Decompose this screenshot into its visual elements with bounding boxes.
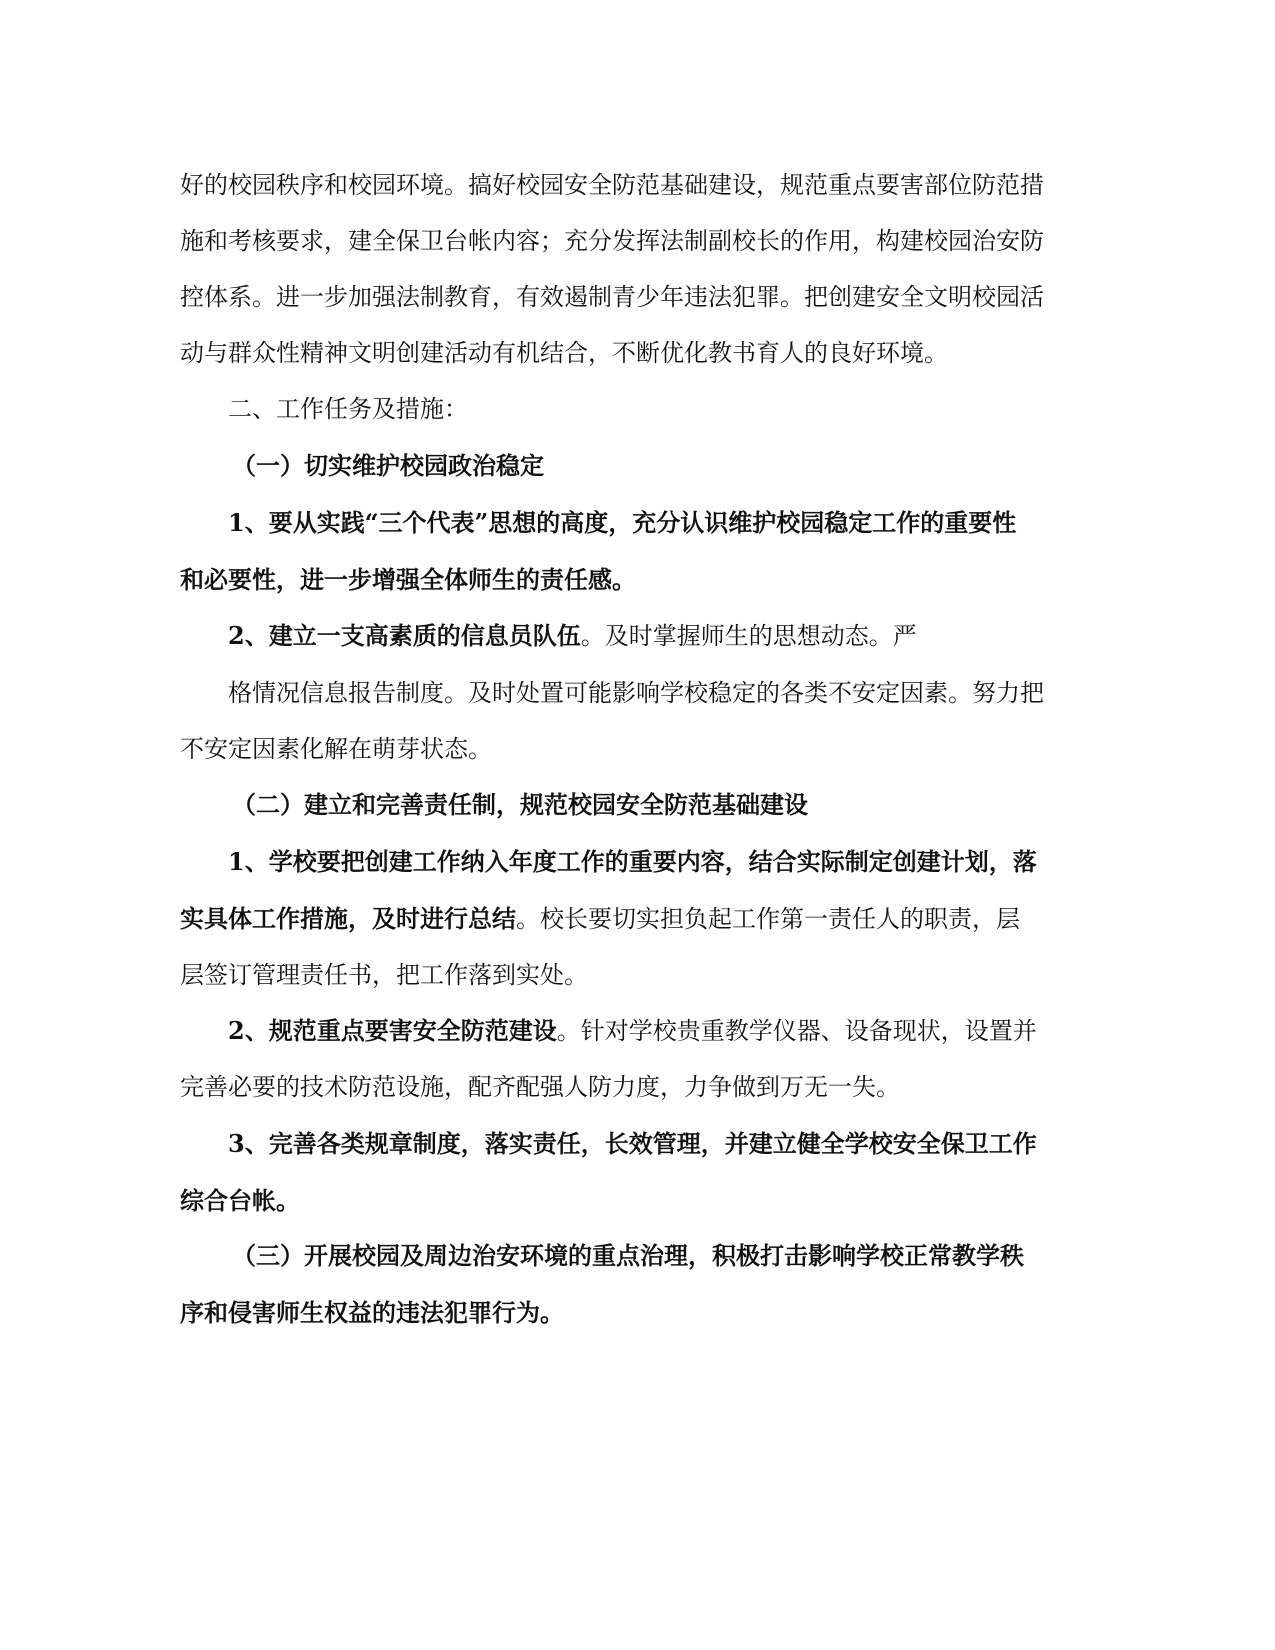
item-lead-rest: 。针对学校贵重教学仪器、设备现状，设置并 [556, 1017, 1037, 1045]
body-text-line: 施和考核要求，建全保卫台帐内容；充分发挥法制副校长的作用，构建校园治安防 [180, 227, 1044, 255]
mixed-item-line [180, 904, 1020, 934]
bold-item-line: 1、学校要把创建工作纳入年度工作的重要内容，结合实际制定创建计划，落 [228, 847, 1037, 876]
mixed-item-line [228, 621, 917, 651]
item-lead-bold: 实具体工作措施，及时进行总结 [180, 904, 516, 933]
body-text-line: 完善必要的技术防范设施，配齐配强人防力度，力争做到万无一失。 [180, 1073, 900, 1101]
body-text-line: 控体系。进一步加强法制教育，有效遏制青少年违法犯罪。把创建安全文明校园活 [180, 283, 1044, 311]
section-heading: 二、工作任务及措施： [228, 395, 468, 423]
body-text-line: 好的校园秩序和校园环境。搞好校园安全防范基础建设，规范重点要害部位防范措 [180, 171, 1044, 199]
body-text-line: 不安定因素化解在萌芽状态。 [180, 735, 492, 763]
subsection-heading: （三）开展校园及周边治安环境的重点治理，积极打击影响学校正常教学秩 [232, 1241, 1024, 1270]
body-text-line: 动与群众性精神文明创建活动有机结合，不断优化教书育人的良好环境。 [180, 339, 948, 367]
body-text-line: 层签订管理责任书，把工作落到实处。 [180, 961, 588, 989]
body-text-line: 格情况信息报告制度。及时处置可能影响学校稳定的各类不安定因素。努力把 [228, 679, 1044, 707]
item-lead-rest: 。校长要切实担负起工作第一责任人的职责，层 [516, 905, 1020, 933]
item-lead-bold: 2、规范重点要害安全防范建设 [228, 1016, 557, 1045]
mixed-item-line [228, 1016, 1037, 1046]
bold-item-line: 和必要性，进一步增强全体师生的责任感。 [180, 565, 636, 594]
bold-item-line: 1、要从实践“三个代表”思想的高度，充分认识维护校园稳定工作的重要性 [228, 508, 1017, 537]
item-lead-bold: 2、建立一支高素质的信息员队伍 [228, 621, 581, 650]
item-lead-rest: 。及时掌握师生的思想动态。严 [580, 622, 917, 650]
subsection-heading: （一）切实维护校园政治稳定 [232, 451, 544, 480]
bold-item-line: 3、完善各类规章制度，落实责任，长效管理，并建立健全学校安全保卫工作 [228, 1129, 1037, 1158]
bold-item-line: 综合台帐。 [180, 1186, 300, 1215]
subsection-heading: （二）建立和完善责任制，规范校园安全防范基础建设 [232, 790, 808, 819]
subsection-heading: 序和侵害师生权益的违法犯罪行为。 [180, 1298, 564, 1327]
